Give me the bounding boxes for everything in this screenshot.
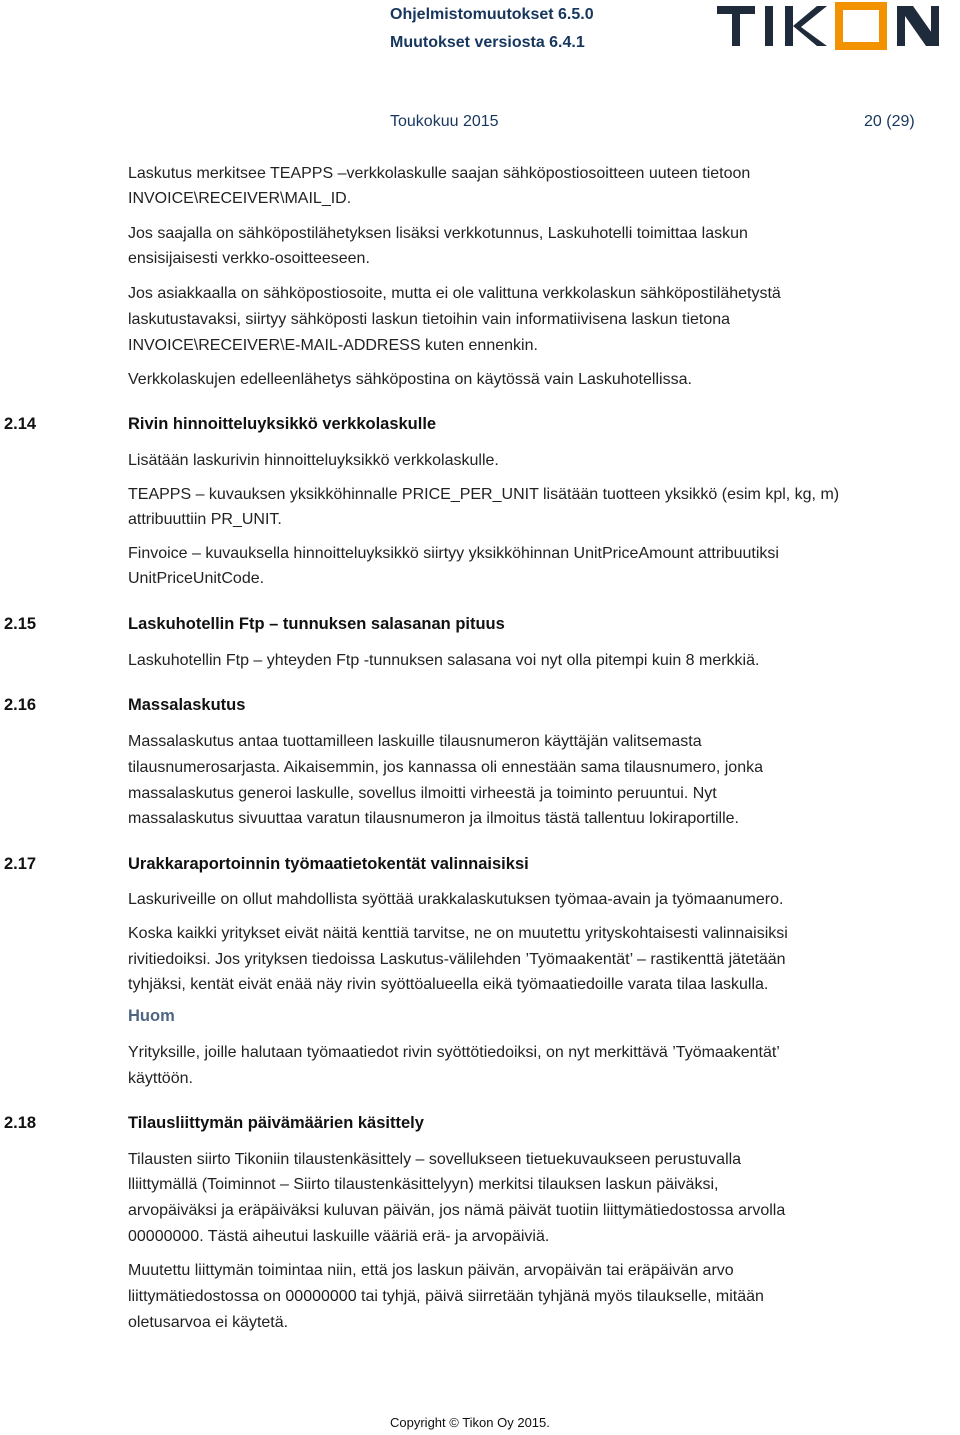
paragraph-line: Verkkolaskujen edelleenlähetys sähköpostina on käytössä vain Laskuhotellissa. [128, 371, 692, 388]
paragraph-line: Koska kaikki yritykset eivät näitä kenttiä tarvitse, ne on muutettu yrityskohtaisesti valinnaisiksi [128, 925, 788, 942]
paragraph-line: tyhjäksi, kentät eivät enää näy rivin syöttöalueella eikä työmaatiedoille varata tilaa laskulla. [128, 976, 769, 993]
paragraph-line: liittymätiedostossa on 00000000 tai tyhjä, päivä siirretään tyhjänä myös tilaukselle, mitään [128, 1288, 764, 1305]
section-number: 2.16 [4, 696, 37, 714]
document-subtitle: Muutokset versiosta 6.4.1 [390, 34, 585, 51]
paragraph-line: UnitPriceUnitCode. [128, 570, 265, 587]
paragraph-line: Laskuhotellin Ftp – yhteyden Ftp -tunnuksen salasana voi nyt olla pitempi kuin 8 merkkiä. [128, 652, 760, 669]
paragraph-line: Jos asiakkaalla on sähköpostiosoite, mutta ei ole valittuna verkkolaskun sähköpostilähetystä [128, 285, 781, 302]
note-label: Huom [128, 1007, 175, 1025]
paragraph-line: ensisijaisesti verkko-osoitteeseen. [128, 250, 370, 267]
paragraph-line: Laskutus merkitsee TEAPPS –verkkolaskulle saajan sähköpostiosoitteen uuteen tietoon [128, 165, 751, 182]
paragraph-line: Lisätään laskurivin hinnoitteluyksikkö verkkolaskulle. [128, 452, 499, 469]
section-number: 2.15 [4, 615, 37, 633]
paragraph-line: arvopäiväksi ja eräpäiväksi kuluvan päivän, jos nämä päivät tuotiin liittymätiedostossa arvolla [128, 1202, 786, 1219]
paragraph-line: massalaskutus generoi laskulle, sovellus ilmoitti virheestä ja toiminto peruuntui. Nyt [128, 785, 717, 802]
section-number: 2.17 [4, 855, 37, 873]
paragraph-line: Tilausten siirto Tikoniin tilaustenkäsittely – sovellukseen tietuekuvaukseen perustuvalla [128, 1151, 742, 1168]
section-heading: Laskuhotellin Ftp – tunnuksen salasanan pituus [128, 615, 505, 633]
section-number: 2.18 [4, 1114, 37, 1132]
paragraph-line: rivitiedoiksi. Jos yrityksen tiedoissa Laskutus-välilehden ’Työmaakentät’ – rastikenttä jätetään [128, 951, 786, 968]
section-number: 2.14 [4, 415, 37, 433]
paragraph-line: lliittymällä (Toiminnot – Siirto tilaustenkäsittelyyn) merkitsi tilauksen laskun päiväksi, [128, 1176, 719, 1193]
section-heading: Tilausliittymän päivämäärien käsittely [128, 1114, 424, 1132]
paragraph-line: Finvoice – kuvauksella hinnoitteluyksikkö siirtyy yksikköhinnan UnitPriceAmount attribuutiksi [128, 545, 779, 562]
paragraph-line: Jos saajalla on sähköpostilähetyksen lisäksi verkkotunnus, Laskuhotelli toimittaa laskun [128, 225, 748, 242]
tikon-logo [717, 0, 942, 52]
paragraph-line: Laskuriveille on ollut mahdollista syöttää urakkalaskutuksen työmaa-avain ja työmaanumero. [128, 891, 784, 908]
paragraph-line: TEAPPS – kuvauksen yksikköhinnalle PRICE_PER_UNIT lisätään tuotteen yksikkö (esim kpl, kg, m) [128, 486, 840, 503]
paragraph-line: Yrityksille, joille halutaan työmaatiedot rivin syöttötiedoiksi, on nyt merkittävä ’Työmaakentät’ [128, 1044, 780, 1061]
paragraph-line: käyttöön. [128, 1070, 193, 1087]
section-heading: Urakkaraportoinnin työmaatietokentät valinnaisiksi [128, 855, 529, 873]
paragraph-line: oletusarvoa ei käytetä. [128, 1314, 289, 1331]
copyright-footer: Copyright © Tikon Oy 2015. [390, 1415, 550, 1430]
document-title: Ohjelmistomuutokset 6.5.0 [390, 6, 594, 23]
page-number: 20 (29) [864, 113, 915, 130]
paragraph-line: laskutustavaksi, siirtyy sähköposti laskun tietoihin vain informatiivisena laskun tietona [128, 311, 731, 328]
paragraph-line: massalaskutus sivuuttaa varatun tilausnumeron ja ilmoitus tästä tallentuu lokiraportille. [128, 810, 739, 827]
document-date: Toukokuu 2015 [390, 113, 499, 130]
paragraph-line: 00000000. Tästä aiheutui laskuille vääriä erä- ja arvopäiviä. [128, 1228, 550, 1245]
paragraph-line: INVOICE\RECEIVER\E-MAIL-ADDRESS kuten ennenkin. [128, 337, 538, 354]
paragraph-line: Muutettu liittymän toimintaa niin, että jos laskun päivän, arvopäivän tai eräpäivän arvo [128, 1262, 734, 1279]
paragraph-line: INVOICE\RECEIVER\MAIL_ID. [128, 190, 352, 207]
paragraph-line: attribuuttiin PR_UNIT. [128, 511, 282, 528]
paragraph-line: Massalaskutus antaa tuottamilleen laskuille tilausnumeron käyttäjän valitsemasta [128, 733, 702, 750]
paragraph-line: tilausnumerosarjasta. Aikaisemmin, jos kannassa oli ennestään sama tilausnumero, jonka [128, 759, 763, 776]
section-heading: Rivin hinnoitteluyksikkö verkkolaskulle [128, 415, 437, 433]
section-heading: Massalaskutus [128, 696, 246, 714]
